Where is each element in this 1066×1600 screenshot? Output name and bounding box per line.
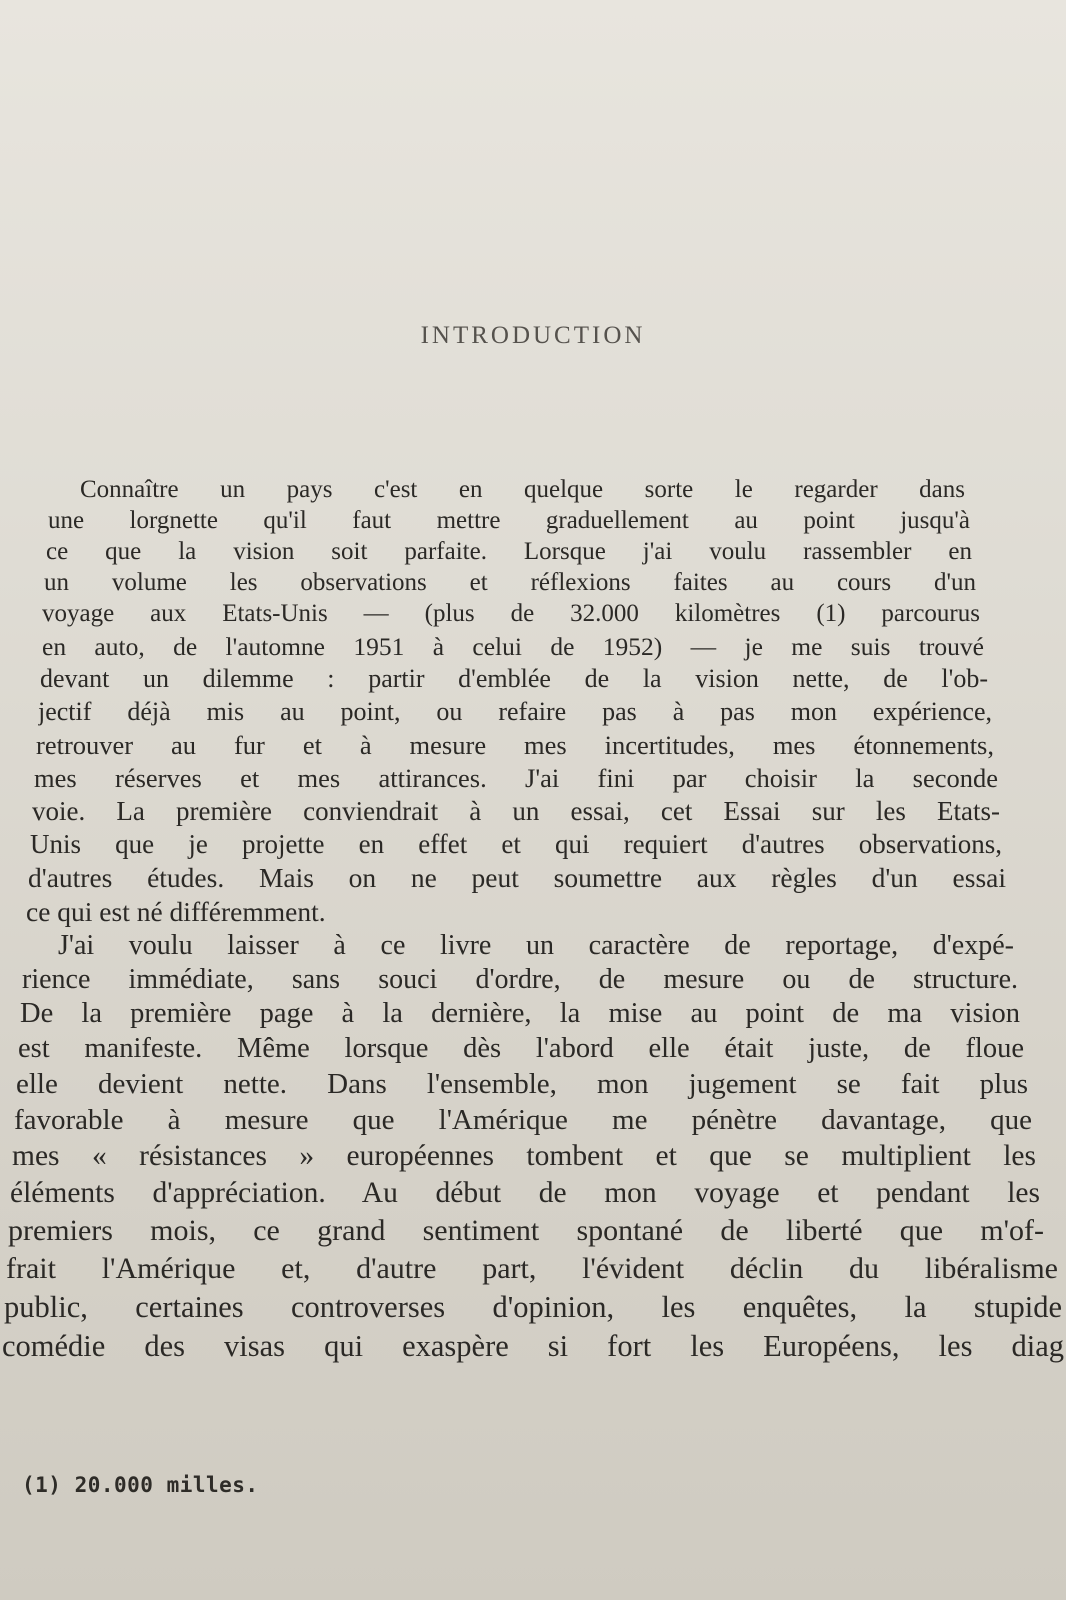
text-line: premiers mois, ce grand sentiment spontané de liberté que m'of- [8, 1214, 1044, 1247]
text-line: une lorgnette qu'il faut mettre graduellement au point jusqu'à [48, 507, 970, 534]
text-line: ce que la vision soit parfaite. Lorsque j'ai voulu rassembler en [46, 538, 972, 565]
text-line: voyage aux Etats-Unis — (plus de 32.000 kilomètres (1) parcourus [42, 600, 980, 627]
text-line: éléments d'appréciation. Au début de mon voyage et pendant les [10, 1177, 1040, 1209]
text-line: public, certaines controverses d'opinion, les enquêtes, la stupide [4, 1290, 1062, 1324]
text-line: mes « résistances » européennes tombent et que se multiplient les [12, 1140, 1036, 1172]
chapter-heading: INTRODUCTION [420, 322, 646, 349]
text-line: d'autres études. Mais on ne peut soumettre aux règles d'un essai [28, 862, 1006, 893]
text-line: frait l'Amérique et, d'autre part, l'évident déclin du libéralisme [6, 1252, 1058, 1285]
text-line: retrouver au fur et à mesure mes incertitudes, mes étonnements, [36, 730, 994, 760]
text-line: comédie des visas qui exaspère si fort les Européens, les diag [2, 1329, 1064, 1363]
text-line: en auto, de l'automne 1951 à celui de 1952) — je me suis trouvé [42, 632, 984, 661]
text-line: J'ai voulu laisser à ce livre un caractère de reportage, d'expé- [58, 930, 1014, 961]
footnote: (1) 20.000 milles. [22, 1473, 259, 1497]
text-line: est manifeste. Même lorsque dès l'abord elle était juste, de floue [18, 1033, 1024, 1064]
text-line: voie. La première conviendrait à un essai, cet Essai sur les Etats- [32, 796, 1000, 826]
text-line: elle devient nette. Dans l'ensemble, mon jugement se fait plus [16, 1068, 1028, 1100]
text-line: rience immédiate, sans souci d'ordre, de mesure ou de structure. [22, 964, 1018, 995]
text-line: Unis que je projette en effet et qui requiert d'autres observations, [30, 829, 1002, 859]
text-line: jectif déjà mis au point, ou refaire pas à pas mon expérience, [38, 697, 992, 726]
text-line: favorable à mesure que l'Amérique me pénètre davantage, que [14, 1104, 1032, 1136]
text-line: devant un dilemme : partir d'emblée de la vision nette, de l'ob- [40, 664, 988, 693]
text-line: mes réserves et mes attirances. J'ai fini par choisir la seconde [34, 763, 998, 793]
text-line: un volume les observations et réflexions faites au cours d'un [44, 569, 976, 596]
text-line: De la première page à la dernière, la mise au point de ma vision [20, 998, 1020, 1029]
text-line: ce qui est né différemment. [26, 896, 326, 927]
text-line: Connaître un pays c'est en quelque sorte le regarder dans [80, 476, 965, 503]
